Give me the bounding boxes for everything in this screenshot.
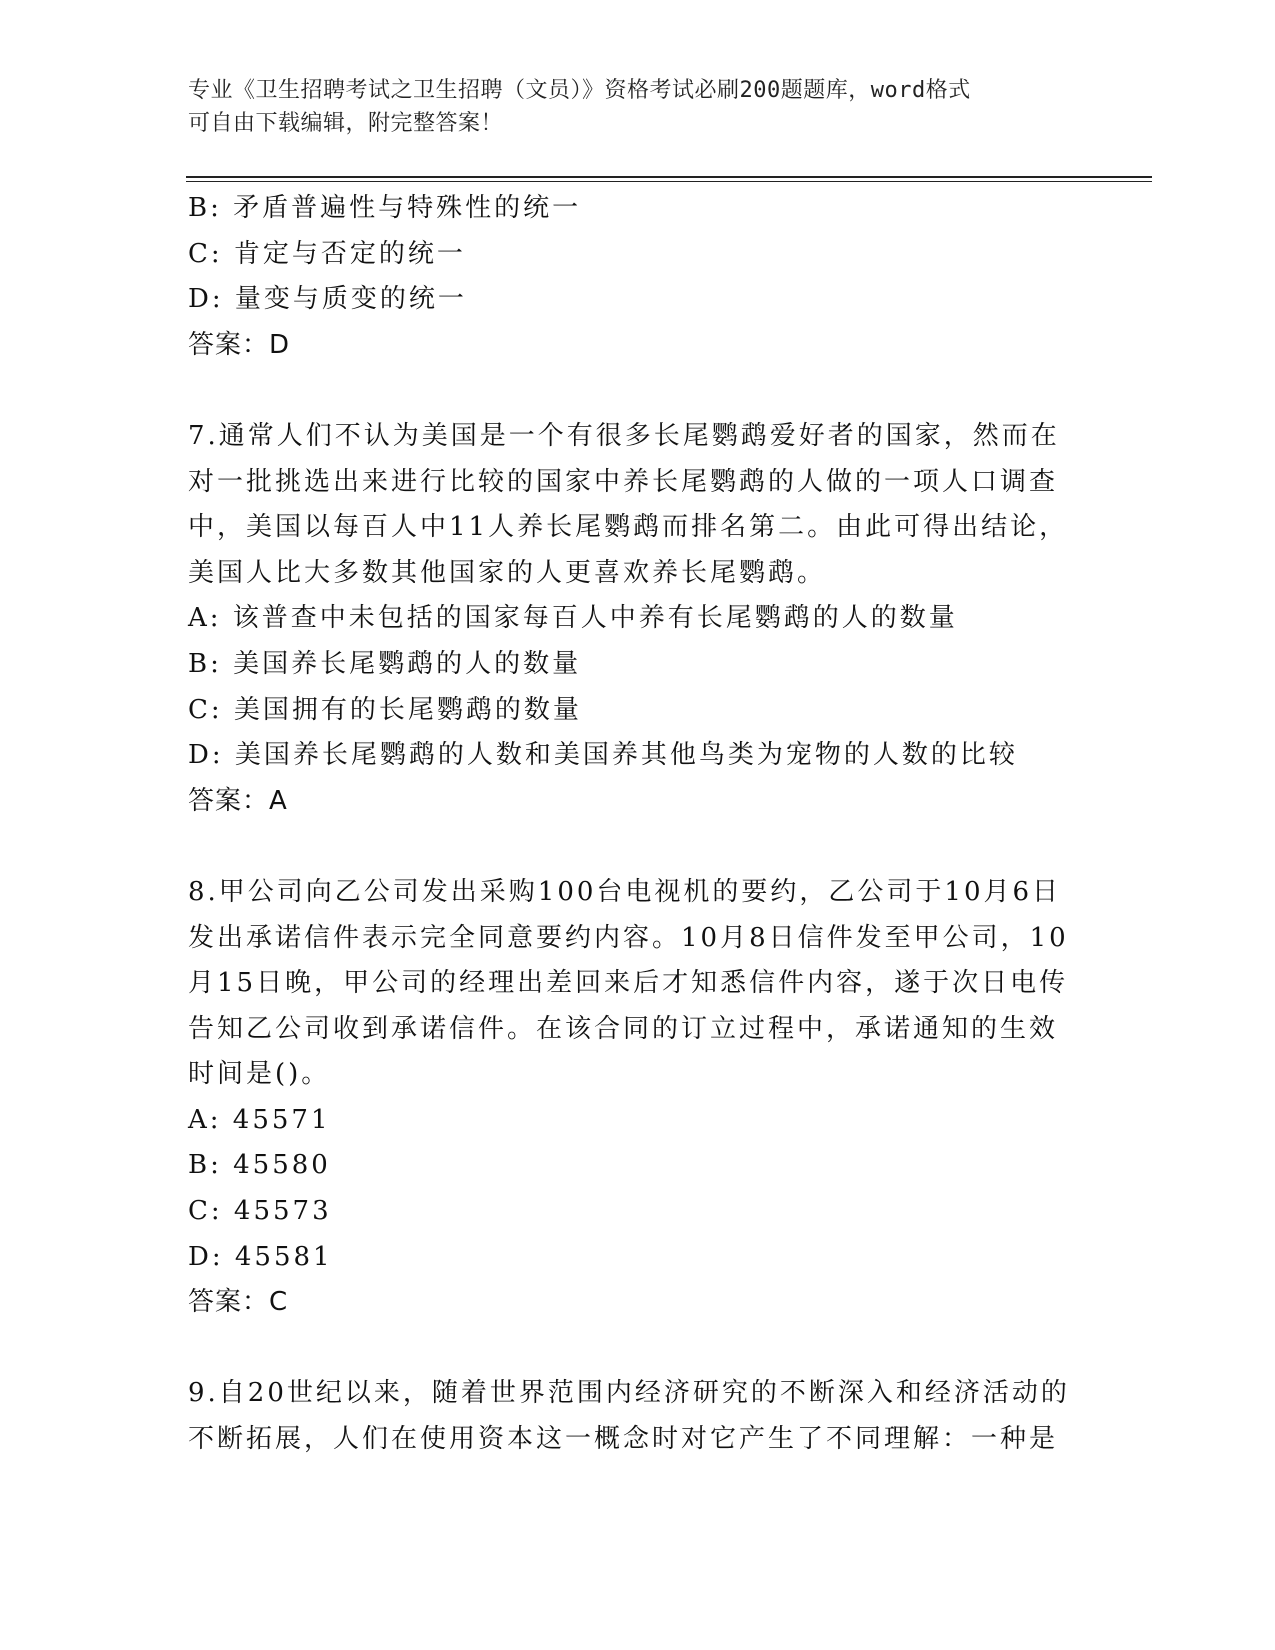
- header-title-line-1: 专业《卫生招聘考试之卫生招聘（文员）》资格考试必刷200题题库，word格式: [188, 78, 971, 103]
- stem-line: 中，美国以每百人中11人养长尾鹦鹉而排名第二。由此可得出结论，: [188, 512, 1069, 543]
- option-d: D: 45581: [188, 1241, 333, 1272]
- option-b: B: 美国养长尾鹦鹉的人的数量: [188, 648, 582, 679]
- stem-line: 发出承诺信件表示完全同意要约内容。10月8日信件发至甲公司，10: [188, 922, 1069, 953]
- spacer: [188, 824, 1088, 870]
- question-8-stem: [188, 870, 1088, 1098]
- question-7-options: [188, 596, 1088, 778]
- question-7-answer: 答案：A: [188, 785, 288, 816]
- option-c: C: 肯定与否定的统一: [188, 238, 466, 269]
- question-8-options: [188, 1098, 1088, 1280]
- header-divider-thin: [186, 181, 1152, 182]
- stem-line: 美国人比大多数其他国家的人更喜欢养长尾鹦鹉。: [188, 557, 827, 588]
- option-c: C: 美国拥有的长尾鹦鹉的数量: [188, 694, 582, 725]
- stem-line: 时间是()。: [188, 1059, 331, 1090]
- option-b: B: 45580: [188, 1150, 331, 1181]
- spacer: [188, 1326, 1088, 1372]
- stem-line: 7.通常人们不认为美国是一个有很多长尾鹦鹉爱好者的国家，然而在: [188, 420, 1060, 451]
- option-a: A: 该普查中未包括的国家每百人中养有长尾鹦鹉的人的数量: [188, 603, 958, 634]
- option-d: D: 量变与质变的统一: [188, 284, 467, 315]
- option-d: D: 美国养长尾鹦鹉的人数和美国养其他鸟类为宠物的人数的比较: [188, 740, 1018, 771]
- stem-line: 9.自20世纪以来，随着世界范围内经济研究的不断深入和经济活动的: [188, 1378, 1070, 1409]
- question-6-answer: 答案：D: [188, 329, 291, 360]
- question-6-options: [188, 186, 1088, 323]
- stem-line: 不断拓展，人们在使用资本这一概念时对它产生了不同理解：一种是: [188, 1424, 1059, 1455]
- option-b: B: 矛盾普遍性与特殊性的统一: [188, 193, 582, 223]
- question-9-stem: [188, 1371, 1088, 1462]
- option-a: A: 45571: [188, 1104, 331, 1135]
- header-title-line-2: 可自由下载编辑，附完整答案！: [188, 111, 504, 136]
- option-c: C: 45573: [188, 1196, 332, 1227]
- stem-line: 8.甲公司向乙公司发出采购100台电视机的要约，乙公司于10月6日: [188, 876, 1062, 907]
- stem-line: 告知乙公司收到承诺信件。在该合同的订立过程中，承诺通知的生效: [188, 1013, 1059, 1044]
- stem-line: 月15日晚，甲公司的经理出差回来后才知悉信件内容，遂于次日电传: [188, 968, 1069, 999]
- question-7-stem: [188, 414, 1088, 596]
- header-divider: [186, 176, 1152, 178]
- page-header: [188, 74, 1068, 140]
- question-8-answer: 答案：C: [188, 1287, 289, 1318]
- spacer: [188, 368, 1088, 414]
- question-content: [188, 186, 1088, 1463]
- stem-line: 对一批挑选出来进行比较的国家中养长尾鹦鹉的人做的一项人口调查: [188, 466, 1059, 497]
